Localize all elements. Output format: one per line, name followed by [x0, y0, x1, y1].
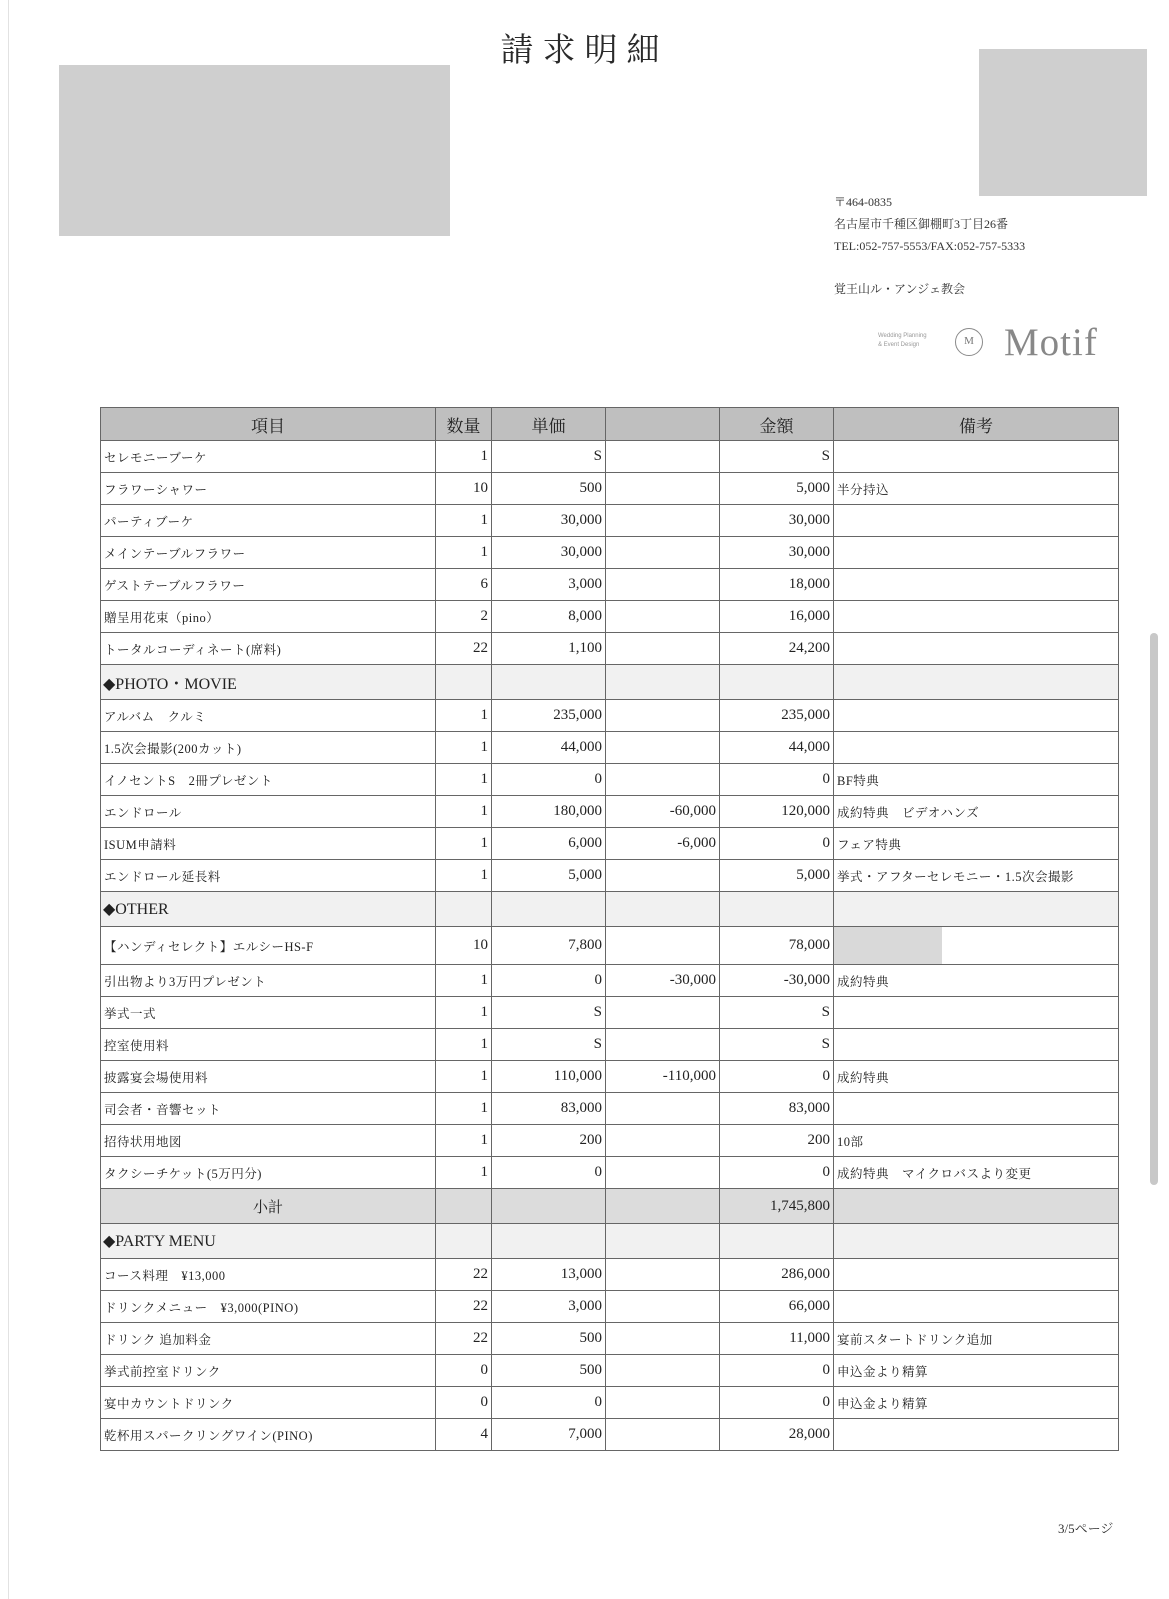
other-section: [101, 892, 1119, 965]
section-header-other: [101, 892, 1119, 927]
row-discount: [606, 860, 720, 892]
row-note: [834, 732, 1119, 764]
row-unit-price: S: [492, 997, 606, 1029]
row-amount: 0: [720, 1355, 834, 1387]
row-amount: 5,000: [720, 473, 834, 505]
row-qty: 0: [436, 1387, 492, 1419]
row-note: BF特典: [834, 764, 1119, 796]
section-header-party-menu: [101, 1224, 1119, 1259]
row-note: [834, 569, 1119, 601]
row-qty: 4: [436, 1419, 492, 1451]
table-row: [101, 997, 1119, 1029]
row-note: [834, 633, 1119, 665]
row-qty: 1: [436, 965, 492, 997]
issuer-postal: 〒464-0835: [834, 195, 892, 209]
row-item-name: セレモニーブーケ: [101, 441, 436, 473]
table-row: [101, 1061, 1119, 1093]
row-discount: [606, 1355, 720, 1387]
row-amount: 83,000: [720, 1093, 834, 1125]
row-amount: 11,000: [720, 1323, 834, 1355]
row-qty: 1: [436, 505, 492, 537]
flower-rows: [101, 441, 1119, 665]
row-discount: [606, 505, 720, 537]
row-qty: 1: [436, 1061, 492, 1093]
redacted-recipient-block: [59, 65, 450, 236]
row-amount: 66,000: [720, 1291, 834, 1323]
row-item-name: パーティブーケ: [101, 505, 436, 537]
row-qty: 1: [436, 700, 492, 732]
subtotal-section: [101, 1189, 1119, 1259]
page-edge: [8, 0, 9, 1599]
row-unit-price: 180,000: [492, 796, 606, 828]
row-item-name: ドリンク 追加料金: [101, 1323, 436, 1355]
row-amount: 78,000: [720, 927, 834, 965]
row-qty: 22: [436, 633, 492, 665]
row-note: 申込金より精算: [834, 1355, 1119, 1387]
row-item-name: アルバム クルミ: [101, 700, 436, 732]
photo-rows: [101, 700, 1119, 892]
row-note: フェア特典: [834, 828, 1119, 860]
table-header-row: [101, 408, 1119, 441]
row-discount: [606, 1125, 720, 1157]
row-item-name: 1.5次会撮影(200カット): [101, 732, 436, 764]
row-unit-price: 83,000: [492, 1093, 606, 1125]
row-amount: 18,000: [720, 569, 834, 601]
table-row: [101, 700, 1119, 732]
other-rows: [101, 965, 1119, 1189]
table-row: [101, 860, 1119, 892]
logo-mark-icon: M: [955, 328, 983, 356]
row-note: [834, 537, 1119, 569]
subtotal-amount: 1,745,800: [720, 1189, 834, 1224]
row-note: [834, 601, 1119, 633]
row-amount: 44,000: [720, 732, 834, 764]
row-amount: 24,200: [720, 633, 834, 665]
table-row: [101, 1291, 1119, 1323]
row-note: [834, 700, 1119, 732]
row-unit-price: 1,100: [492, 633, 606, 665]
table-row: [101, 1355, 1119, 1387]
row-item-name: 司会者・音響セット: [101, 1093, 436, 1125]
row-amount: 16,000: [720, 601, 834, 633]
row-discount: [606, 633, 720, 665]
row-discount: -30,000: [606, 965, 720, 997]
row-note: 成約特典 ビデオハンズ: [834, 796, 1119, 828]
row-item-name: ドリンクメニュー ¥3,000(PINO): [101, 1291, 436, 1323]
row-unit-price: 13,000: [492, 1259, 606, 1291]
row-item-name: イノセントS 2冊プレゼント: [101, 764, 436, 796]
document-title: 請求明細: [500, 33, 669, 69]
row-discount: -6,000: [606, 828, 720, 860]
row-note: 半分持込: [834, 473, 1119, 505]
row-qty: 1: [436, 997, 492, 1029]
row-item-name: メインテーブルフラワー: [101, 537, 436, 569]
row-amount: 30,000: [720, 537, 834, 569]
row-amount: 28,000: [720, 1419, 834, 1451]
row-note: 挙式・アフターセレモニー・1.5次会撮影: [834, 860, 1119, 892]
issuer-address: 名古屋市千種区御棚町3丁目26番: [834, 217, 1009, 231]
table-row: [101, 764, 1119, 796]
row-item-name: 贈呈用花束（pino）: [101, 601, 436, 633]
row-unit-price: 6,000: [492, 828, 606, 860]
row-amount: S: [720, 1029, 834, 1061]
table-row: [101, 1387, 1119, 1419]
row-note: [834, 997, 1119, 1029]
party-rows: [101, 1259, 1119, 1451]
row-discount: [606, 1093, 720, 1125]
row-unit-price: 7,800: [492, 927, 606, 965]
row-note: 10部: [834, 1125, 1119, 1157]
row-qty: 22: [436, 1259, 492, 1291]
table-row: [101, 1029, 1119, 1061]
table-row: [101, 441, 1119, 473]
row-qty: 1: [436, 764, 492, 796]
row-note: [834, 927, 1119, 965]
table-row: [101, 537, 1119, 569]
issuer-venue: 覚王山ル・アンジェ教会: [834, 282, 965, 296]
row-item-name: 披露宴会場使用料: [101, 1061, 436, 1093]
row-item-name: 挙式一式: [101, 997, 436, 1029]
row-note: [834, 505, 1119, 537]
section-title: ◆OTHER: [101, 892, 436, 927]
row-unit-price: 0: [492, 1387, 606, 1419]
row-discount: -60,000: [606, 796, 720, 828]
row-item-name: フラワーシャワー: [101, 473, 436, 505]
table-row: [101, 927, 1119, 965]
row-qty: 1: [436, 1029, 492, 1061]
table-row: [101, 965, 1119, 997]
row-discount: [606, 441, 720, 473]
row-qty: 1: [436, 1093, 492, 1125]
row-qty: 2: [436, 601, 492, 633]
header-item: 項目: [101, 408, 436, 441]
header-amount: 金額: [720, 408, 834, 441]
row-item-name: ゲストテーブルフラワー: [101, 569, 436, 601]
logo-wordmark: Motif: [1004, 321, 1098, 364]
row-item-name: タクシーチケット(5万円分): [101, 1157, 436, 1189]
row-discount: [606, 1259, 720, 1291]
row-discount: [606, 1029, 720, 1061]
redacted-stamp-block: [979, 49, 1147, 196]
row-unit-price: 5,000: [492, 860, 606, 892]
row-item-name: 招待状用地図: [101, 1125, 436, 1157]
row-discount: [606, 764, 720, 796]
table-row: [101, 1259, 1119, 1291]
row-unit-price: 110,000: [492, 1061, 606, 1093]
section-title: ◆PHOTO・MOVIE: [101, 665, 436, 700]
section-header-photo-movie: [101, 665, 1119, 700]
row-unit-price: 3,000: [492, 569, 606, 601]
row-item-name: トータルコーディネート(席料): [101, 633, 436, 665]
row-item-name: 【ハンディセレクト】エルシーHS-F: [101, 927, 436, 965]
row-discount: [606, 732, 720, 764]
row-qty: 22: [436, 1323, 492, 1355]
row-qty: 10: [436, 473, 492, 505]
row-note: 成約特典: [834, 1061, 1119, 1093]
row-discount: [606, 1419, 720, 1451]
row-qty: 1: [436, 796, 492, 828]
row-item-name: 宴中カウントドリンク: [101, 1387, 436, 1419]
row-item-name: 挙式前控室ドリンク: [101, 1355, 436, 1387]
row-discount: [606, 1291, 720, 1323]
row-discount: -110,000: [606, 1061, 720, 1093]
row-unit-price: 30,000: [492, 505, 606, 537]
table-row: [101, 1419, 1119, 1451]
row-amount: S: [720, 997, 834, 1029]
row-unit-price: 0: [492, 965, 606, 997]
header-qty: 数量: [436, 408, 492, 441]
row-amount: 200: [720, 1125, 834, 1157]
row-note: 申込金より精算: [834, 1387, 1119, 1419]
row-discount: [606, 1387, 720, 1419]
row-note: 成約特典 マイクロバスより変更: [834, 1157, 1119, 1189]
row-unit-price: 44,000: [492, 732, 606, 764]
issuer-phone-fax: TEL:052-757-5553/FAX:052-757-5333: [834, 239, 1026, 253]
row-unit-price: 500: [492, 473, 606, 505]
table-row: [101, 569, 1119, 601]
row-note: [834, 1029, 1119, 1061]
table-row: [101, 732, 1119, 764]
header-unit-price: 単価: [492, 408, 606, 441]
row-unit-price: 0: [492, 1157, 606, 1189]
row-unit-price: 3,000: [492, 1291, 606, 1323]
row-unit-price: S: [492, 441, 606, 473]
invoice-table: [100, 407, 1119, 1451]
section-title: ◆PARTY MENU: [101, 1224, 436, 1259]
row-discount: [606, 601, 720, 633]
scrollbar[interactable]: [1150, 633, 1158, 1185]
table-row: [101, 1157, 1119, 1189]
table-row: [101, 1323, 1119, 1355]
row-note: [834, 1291, 1119, 1323]
header-discount: [606, 408, 720, 441]
row-amount: 0: [720, 764, 834, 796]
row-unit-price: 0: [492, 764, 606, 796]
row-unit-price: 235,000: [492, 700, 606, 732]
subtotal-label: 小計: [101, 1189, 436, 1224]
issuer-address-block: [834, 191, 1025, 257]
row-qty: 22: [436, 1291, 492, 1323]
row-qty: 10: [436, 927, 492, 965]
table-row: [101, 601, 1119, 633]
table-row: [101, 505, 1119, 537]
row-discount: [606, 927, 720, 965]
table-row: [101, 828, 1119, 860]
row-amount: 30,000: [720, 505, 834, 537]
table-row: [101, 796, 1119, 828]
row-discount: [606, 473, 720, 505]
row-unit-price: 200: [492, 1125, 606, 1157]
header-note: 備考: [834, 408, 1119, 441]
row-unit-price: 8,000: [492, 601, 606, 633]
row-item-name: 引出物より3万円プレゼント: [101, 965, 436, 997]
row-item-name: 控室使用料: [101, 1029, 436, 1061]
row-item-name: コース料理 ¥13,000: [101, 1259, 436, 1291]
photo-section: [101, 665, 1119, 700]
row-note: [834, 1259, 1119, 1291]
row-qty: 1: [436, 828, 492, 860]
row-unit-price: 30,000: [492, 537, 606, 569]
row-qty: 1: [436, 1157, 492, 1189]
row-qty: 1: [436, 732, 492, 764]
row-amount: 235,000: [720, 700, 834, 732]
table-row: [101, 1093, 1119, 1125]
row-unit-price: 500: [492, 1323, 606, 1355]
row-qty: 0: [436, 1355, 492, 1387]
row-amount: -30,000: [720, 965, 834, 997]
table-row: [101, 473, 1119, 505]
row-note: [834, 1093, 1119, 1125]
table-row: [101, 1125, 1119, 1157]
logo-tagline: Wedding Planning & Event Design: [878, 333, 927, 348]
page-number: 3/5ページ: [1058, 1521, 1114, 1536]
row-item-name: 乾杯用スパークリングワイン(PINO): [101, 1419, 436, 1451]
row-discount: [606, 700, 720, 732]
row-discount: [606, 1323, 720, 1355]
row-note: [834, 1419, 1119, 1451]
row-amount: 286,000: [720, 1259, 834, 1291]
redacted-note: [834, 927, 942, 964]
row-discount: [606, 1157, 720, 1189]
row-amount: 120,000: [720, 796, 834, 828]
row-qty: 1: [436, 537, 492, 569]
row-item-name: ISUM申請料: [101, 828, 436, 860]
row-discount: [606, 997, 720, 1029]
row-qty: 1: [436, 441, 492, 473]
row-qty: 1: [436, 860, 492, 892]
row-discount: [606, 537, 720, 569]
row-amount: 0: [720, 1061, 834, 1093]
table-row: [101, 633, 1119, 665]
row-amount: 0: [720, 828, 834, 860]
row-note: 宴前スタートドリンク追加: [834, 1323, 1119, 1355]
row-amount: 5,000: [720, 860, 834, 892]
subtotal-row: [101, 1189, 1119, 1224]
row-unit-price: 7,000: [492, 1419, 606, 1451]
row-note: 成約特典: [834, 965, 1119, 997]
row-unit-price: 500: [492, 1355, 606, 1387]
row-note: [834, 441, 1119, 473]
row-item-name: エンドロール延長料: [101, 860, 436, 892]
row-unit-price: S: [492, 1029, 606, 1061]
row-item-name: エンドロール: [101, 796, 436, 828]
row-amount: 0: [720, 1157, 834, 1189]
row-amount: S: [720, 441, 834, 473]
row-qty: 6: [436, 569, 492, 601]
row-qty: 1: [436, 1125, 492, 1157]
row-amount: 0: [720, 1387, 834, 1419]
row-discount: [606, 569, 720, 601]
